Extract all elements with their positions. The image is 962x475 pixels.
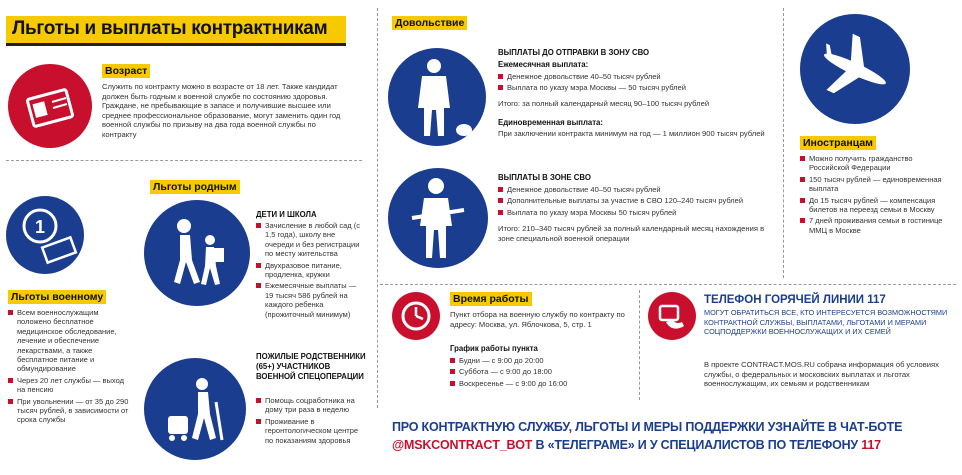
- monthly-total: Итого: за полный календарный месяц 90–100 тысяч рублей: [498, 99, 710, 108]
- plane-icon: [800, 14, 910, 124]
- footer-phone[interactable]: 117: [861, 438, 881, 452]
- list-item: 150 тысяч рублей — единовременная выплата: [800, 175, 948, 194]
- relatives-heading: Льготы родным: [150, 180, 240, 194]
- passport-icon: [8, 64, 92, 148]
- age-text: Служить по контракту можно в возрасте от 18 лет. Также кандидат должен быть годным к военной службе по состоянию здоровья. Граждане, не пребывающие в запасе и получившие высшее или среднее профессиональное образование, могут заменить один год военной службы по призыву на два года военной службы по контракту: [102, 82, 341, 139]
- project-text: В проекте CONTRACT.MOS.RU собрана информация об условиях службы, о федеральных и московских выплатах и льготах военнослужащим, их семьям и родственникам: [704, 360, 939, 389]
- clock-icon: [392, 292, 440, 340]
- zone-title: ВЫПЛАТЫ В ЗОНЕ СВО: [498, 173, 591, 182]
- list-item: Денежное довольствие 40–50 тысяч рублей: [498, 185, 768, 194]
- soldier-icon: [388, 48, 486, 146]
- monthly-list: [498, 72, 768, 95]
- list-item: Проживание в геронтологическом центре по показаниям здоровья: [256, 417, 366, 445]
- list-item: Денежное довольствие 40–50 тысяч рублей: [498, 72, 768, 81]
- hotline-heading: ТЕЛЕФОН ГОРЯЧЕЙ ЛИНИИ 117: [704, 294, 886, 306]
- list-item: Суббота — с 9:00 до 18:00: [450, 367, 630, 376]
- elder-list: [256, 396, 366, 447]
- kids-title: ДЕТИ И ШКОЛА: [256, 210, 317, 219]
- list-item: Через 20 лет службы — выход на пенсию: [8, 376, 132, 395]
- zone-list: [498, 185, 768, 219]
- kids-list: [256, 221, 366, 321]
- list-item: Будни — с 9:00 до 20:00: [450, 356, 630, 365]
- list-item: Выплата по указу мэра Москвы 50 тысяч рублей: [498, 208, 768, 217]
- footer-bot-link[interactable]: @MSKCONTRACT_BOT: [392, 438, 533, 452]
- pay-heading: Довольствие: [392, 16, 467, 30]
- list-item: Двухразовое питание, продленка, кружки: [256, 261, 366, 280]
- onetime-title: Единовременная выплата:: [498, 118, 603, 127]
- list-item: Дополнительные выплаты за участие в СВО 120–240 тысяч рублей: [498, 196, 768, 205]
- list-item: Ежемесячные выплаты — 19 тысяч 586 рублей на каждого ребенка (прожиточный минимум): [256, 281, 366, 319]
- worktime-heading: Время работы: [450, 292, 532, 306]
- military-list: [8, 308, 132, 427]
- schedule-list: [450, 356, 630, 390]
- list-item: Зачисление в любой сад (с 1,5 года), школу вне очереди и без регистрации по месту жительства: [256, 221, 366, 259]
- list-item: Всем военнослужащим положено бесплатное медицинское обследование, лечение и обеспечение лекарствами, а также бесплатное питание и обмундирование: [8, 308, 132, 374]
- age-heading: Возраст: [102, 64, 150, 78]
- money-icon: [6, 196, 84, 274]
- military-heading: Льготы военному: [8, 290, 106, 304]
- schedule-title: График работы пункта: [450, 344, 538, 353]
- list-item: Выплата по указу мэра Москвы — 50 тысяч рублей: [498, 83, 768, 92]
- foreigners-list: [800, 154, 948, 237]
- list-item: Помощь соцработника на дому три раза в неделю: [256, 396, 366, 415]
- footer-line1: ПРО КОНТРАКТНУЮ СЛУЖБУ, ЛЬГОТЫ И МЕРЫ ПОДДЕРЖКИ УЗНАЙТЕ В ЧАТ-БОТЕ: [392, 420, 903, 434]
- list-item: До 15 тысяч рублей — компенсация билетов на переезд семьи в Москву: [800, 196, 948, 215]
- family-icon: [144, 200, 250, 306]
- elder-title: ПОЖИЛЫЕ РОДСТВЕННИКИ (65+) УЧАСТНИКОВ ВОЕННОЙ СПЕЦОПЕРАЦИИ: [256, 352, 366, 381]
- svg-text:1: 1: [34, 217, 46, 237]
- onetime-text: При заключении контракта минимум на год — 1 миллион 900 тысяч рублей: [498, 129, 765, 138]
- foreigners-heading: Иностранцам: [800, 136, 876, 150]
- zone-total: Итого: 210–340 тысяч рублей за полный календарный месяц нахождения в зоне специальной военной операции: [498, 224, 765, 243]
- armed-soldier-icon: [388, 168, 488, 268]
- monthly-title: Ежемесячная выплата:: [498, 60, 589, 69]
- list-item: Воскресенье — с 9:00 до 16:00: [450, 379, 630, 388]
- page-title-text: Льготы и выплаты контрактникам: [12, 18, 328, 39]
- phone-icon: [648, 292, 696, 340]
- list-item: Можно получить гражданство Российской Федерации: [800, 154, 948, 173]
- elderly-icon: [144, 358, 246, 460]
- footer: [392, 418, 952, 454]
- hotline-text: МОГУТ ОБРАТИТЬСЯ ВСЕ, КТО ИНТЕРЕСУЕТСЯ ВОЗМОЖНОСТЯМИ КОНТРАКТНОЙ СЛУЖБЫ, ВЫПЛАТАМИ, ЛЬГОТАМИ И МЕРАМИ СОЦПОДДЕРЖКИ ВОЕННОСЛУЖАЩИХ И ИХ СЕМЕЙ: [704, 308, 948, 337]
- before-title: ВЫПЛАТЫ ДО ОТПРАВКИ В ЗОНУ СВО: [498, 48, 650, 57]
- worktime-text: Пункт отбора на военную службу по контракту по адресу: Москва, ул. Яблочкова, 5, стр. 1: [450, 310, 625, 329]
- footer-line2: В «ТЕЛЕГРАМЕ» И У СПЕЦИАЛИСТОВ ПО ТЕЛЕФОНУ: [532, 438, 862, 452]
- list-item: 7 дней проживания семьи в гостинице ММЦ в Москве: [800, 216, 948, 235]
- list-item: При увольнении — от 35 до 290 тысяч рублей, в зависимости от срока службы: [8, 397, 132, 425]
